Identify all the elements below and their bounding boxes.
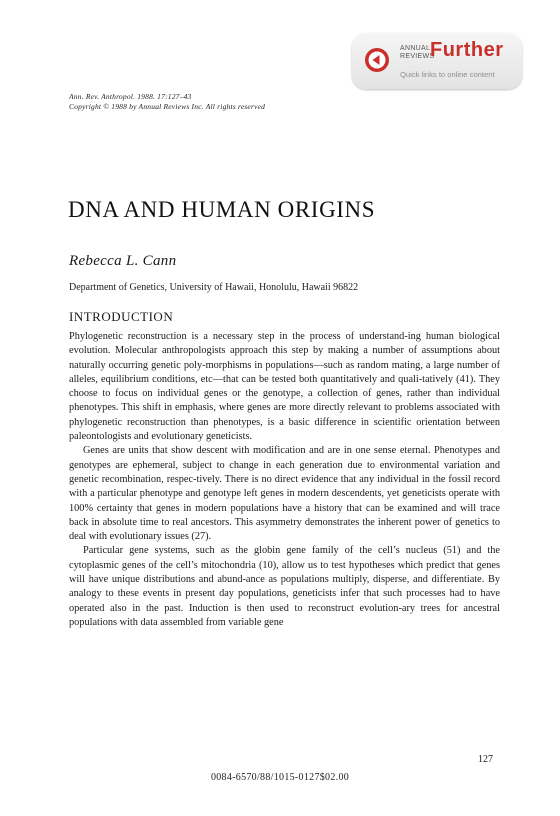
- article-title: DNA AND HUMAN ORIGINS: [68, 197, 376, 222]
- citation-line-2: Copyright © 1988 by Annual Reviews Inc. All rights reserved: [69, 102, 266, 111]
- footer-code: 0084-6570/88/1015-0127$02.00: [210, 772, 350, 783]
- author-affiliation: Department of Genetics, University of Hawaii, Honolulu, Hawaii 96822: [69, 282, 359, 293]
- paragraph: Particular gene systems, such as the globin gene family of the cell’s nucleus (51) and the cytoplasmic genes of the cell’s mitochondria (10), allow us to test hypotheses which predict that genes will have unique distributions and abund-ance as populations multiply, disperse, and differentiate. By analogy to these events in present day populations, geneticists infer that such processes had to have operated also in the past. Induction is then used to reconstruct evolution-ary trees for ancestral populations with data assembled from variable gene: [69, 545, 500, 628]
- banner-annual-label: ANNUAL: [400, 45, 431, 52]
- article-author: Rebecca L. Cann: [69, 253, 177, 269]
- further-banner[interactable]: [352, 33, 522, 89]
- banner-tagline: Quick links to online content: [400, 70, 495, 79]
- paragraph: Genes are units that show descent with modification and are in one sense eternal. Phenotypes and genotypes are ephemeral, subject to change in each generation due to environmental variation and genetic recombination, respec-tively. There is no direct evidence that any individual in the fossil record with a particular phenotype and genotype left genes in modern descendents, yet geneticists operate with 100% certainty that genes in modern populations have a history that can be examined and will trace back in absolute time to real ancestors. This asymmetry demonstrates the inherent power of genetics to deal with evolutionary issues (27).: [69, 445, 500, 543]
- banner-further-label: Further: [430, 39, 504, 61]
- body-text: [69, 330, 500, 630]
- citation-line-1: Ann. Rev. Anthropol. 1988. 17:127–43: [69, 92, 192, 101]
- play-arrow-icon: [364, 47, 390, 73]
- paragraph: Phylogenetic reconstruction is a necessary step in the process of understand-ing human biological evolution. Molecular anthropologists approach this step by making a number of assumptions about naturally occurring genetic poly-morphisms in populations—such as random mating, a large number of alleles, equilibrium conditions, etc—that can be tested both quantitatively and quali-tatively (41). They choose to focus on individual genes or the genotype, a collection of genes, rather than individual phenotypes. This shift in emphasis, where genes are more directly relevant to problems associated with phylogenetic reconstruction than phenotypes, is a basic difference in scientific orientation between paleontologists and evolutionary geneticists.: [69, 331, 500, 443]
- banner-reviews-label: REVIEWS: [400, 53, 435, 60]
- page-number: 127: [478, 754, 493, 765]
- section-heading: INTRODUCTION: [69, 309, 174, 324]
